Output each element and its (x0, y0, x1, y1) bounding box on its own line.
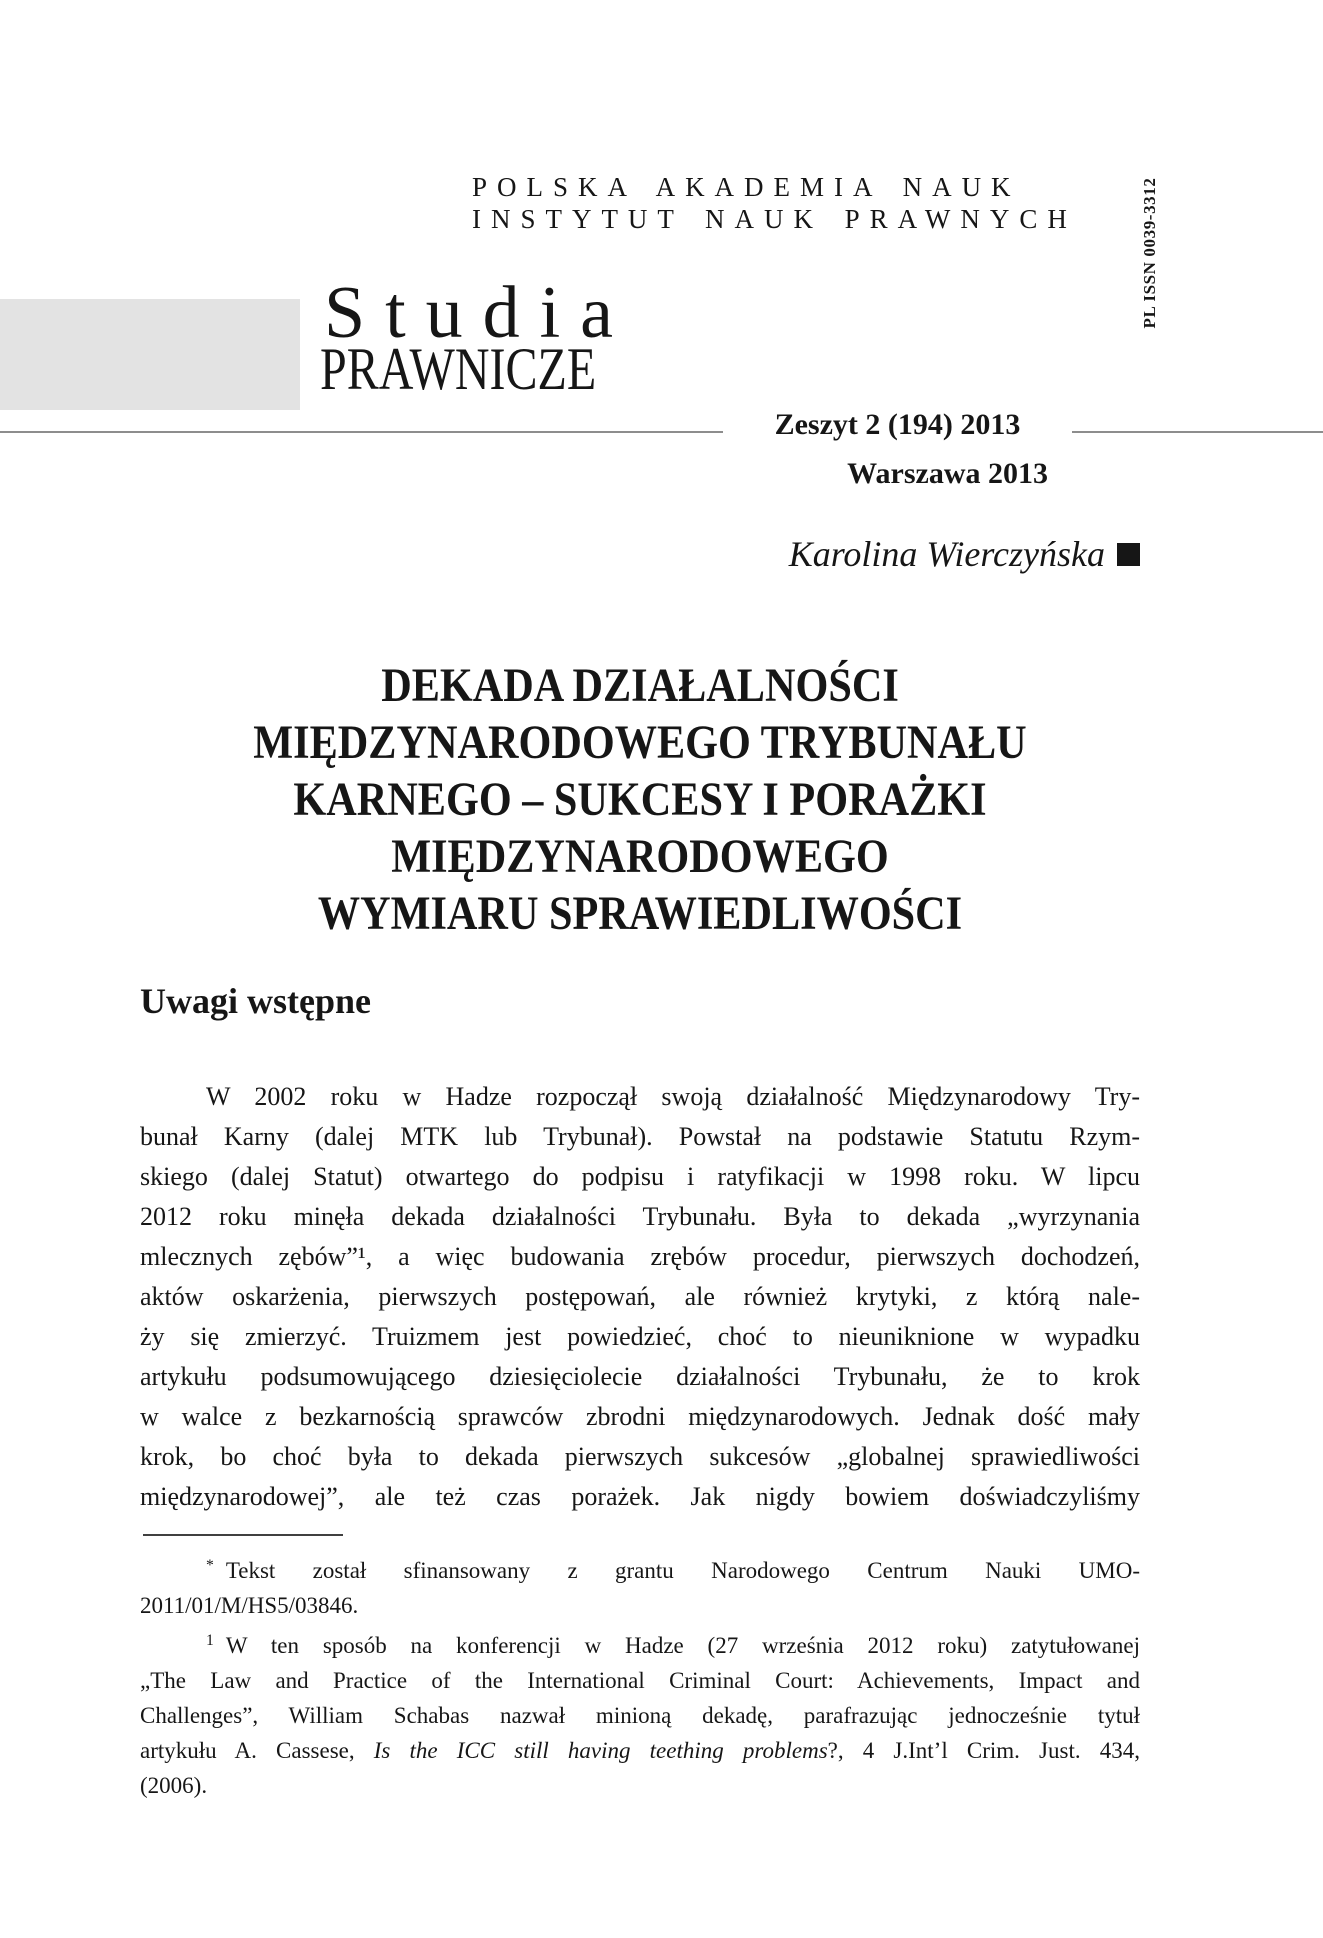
title-line-1: DEKADA DZIAŁALNOŚCI (381, 659, 899, 712)
footnote-separator-rule (143, 1534, 343, 1536)
footnote-1-line-5: (2006). (140, 1772, 208, 1798)
journal-title-studia: Studia (324, 272, 633, 354)
body-line: 2012 roku minęła dekada działalności Trybunału. Była to dekada „wyrzynania (140, 1202, 1140, 1231)
article-title (200, 657, 1080, 942)
footnote-1-line-1 (140, 1623, 1140, 1663)
issn-vertical-label: PL ISSN 0039-3312 (1140, 177, 1159, 329)
footnote-1-line-2: „The Law and Practice of the International Criminal Court: Achievements, Impact and (140, 1667, 1140, 1693)
issue-rule-right (1072, 431, 1323, 433)
body-paragraph (140, 1077, 1140, 1517)
footnote-1-line-4 (140, 1733, 1140, 1768)
footnote-star-line-2: 2011/01/M/HS5/03846. (140, 1592, 359, 1618)
body-line: aktów oskarżenia, pierwszych postępowań, ale również krytyki, z którą nale- (140, 1282, 1140, 1311)
author-name: Karolina Wierczyńska (788, 534, 1105, 574)
publisher-line-1: POLSKA AKADEMIA NAUK (472, 172, 1021, 202)
footnote-star-text: Tekst został sfinansowany z grantu Narodowego Centrum Nauki UMO- (225, 1557, 1140, 1583)
body-line: krok, bo choć była to dekada pierwszych sukcesów „globalnej sprawiedliwości (140, 1442, 1140, 1471)
title-line-4: MIĘDZYNARODOWEGO (391, 830, 889, 883)
title-line-5: WYMIARU SPRAWIEDLIWOŚCI (317, 887, 963, 940)
masthead-publisher (472, 171, 1077, 235)
section-heading: Uwagi wstępne (140, 981, 371, 1021)
author-marker-square (1117, 543, 1140, 566)
body-line: W 2002 roku w Hadze rozpoczął swoją działalność Międzynarodowy Try- (206, 1082, 1140, 1111)
journal-title-prawnicze: PRAWNICZE (320, 336, 597, 402)
footnotes (140, 1548, 1140, 1803)
footnote-1-citation-post: ?, 4 J.Int’l Crim. Just. 434, (827, 1737, 1140, 1763)
body-line: międzynarodowej”, ale też czas porażek. Jak nigdy bowiem doświadczyliśmy (140, 1482, 1140, 1511)
body-line: artykułu podsumowującego dziesięciolecie działalności Trybunału, że to krok (140, 1362, 1140, 1391)
publisher-line-2: INSTYTUT NAUK PRAWNYCH (472, 204, 1077, 234)
author-line (540, 534, 1140, 574)
body-line: skiego (dalej Statut) otwartego do podpisu i ratyfikacji w 1998 roku. W lipcu (140, 1162, 1140, 1191)
footnote-1-text: W ten sposób na konferencji w Hadze (27 września 2012 roku) zatytułowanej (225, 1632, 1140, 1658)
title-line-3: KARNEGO – SUKCESY I PORAŻKI (293, 773, 987, 826)
footnote-1-citation-italic-title: Is the ICC still having teething problems (373, 1737, 828, 1763)
footnote-star-marker: * (206, 1557, 214, 1574)
footnote-1-line-3: Challenges”, William Schabas nazwał minioną dekadę, parafrazując jednocześnie tytuł (140, 1702, 1140, 1728)
body-line: ży się zmierzyć. Truizmem jest powiedzieć, choć to nieuniknione w wypadku (140, 1322, 1140, 1351)
issue-number: Zeszyt 2 (194) 2013 (774, 408, 1021, 441)
body-line: bunał Karny (dalej MTK lub Trybunał). Powstał na podstawie Statutu Rzym- (140, 1122, 1140, 1151)
body-line: w walce z bezkarnością sprawców zbrodni międzynarodowych. Jednak dość mały (140, 1402, 1140, 1431)
body-line: mlecznych zębów”¹, a więc budowania zrębów procedur, pierwszych dochodzeń, (140, 1242, 1140, 1271)
title-line-2: MIĘDZYNARODOWEGO TRYBUNAŁU (253, 716, 1027, 769)
footnote-1-citation-pre: artykułu A. Cassese, (140, 1737, 374, 1763)
footnote-1-marker: 1 (206, 1631, 214, 1649)
footnote-star-line-1 (140, 1548, 1140, 1588)
issue-place-year: Warszawa 2013 (847, 457, 1048, 490)
masthead-gray-block (0, 299, 300, 410)
issue-rule-left (0, 431, 723, 433)
